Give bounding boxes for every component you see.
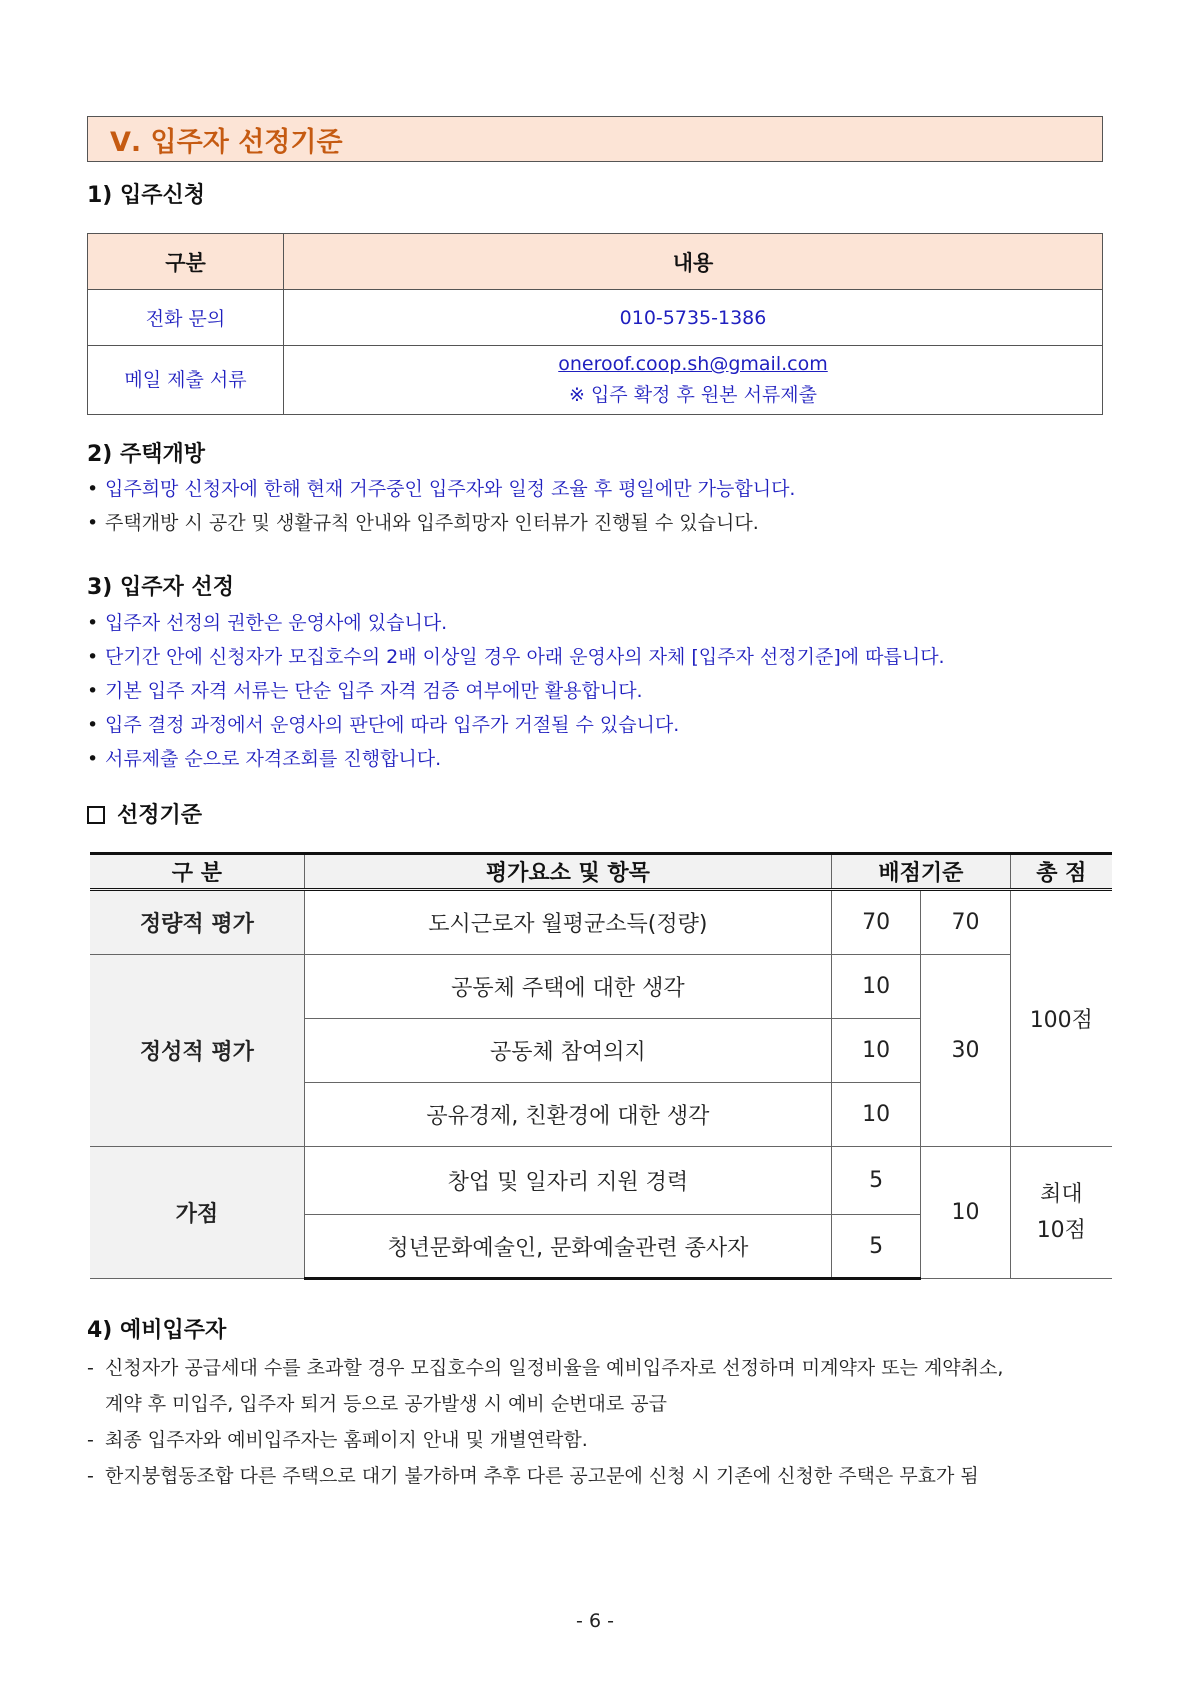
criteria-heading-text: 선정기준	[117, 803, 203, 828]
row-label-email: 메일 제출 서류	[88, 346, 284, 415]
reserve-list	[87, 1350, 1003, 1494]
list-item: • 서류제출 순으로 자격조회를 진행합니다.	[87, 742, 945, 776]
list-item: • 입주 결정 과정에서 운영사의 판단에 따라 입주가 거절될 수 있습니다.	[87, 708, 945, 742]
list-item-continued: 계약 후 미입주, 입주자 퇴거 등으로 공가발생 시 예비 순번대로 공급	[105, 1393, 667, 1415]
heading-house-tour: 2) 주택개방	[87, 442, 206, 467]
score-cell: 10	[832, 1083, 921, 1147]
total-bonus-line2: 10점	[1036, 1217, 1086, 1243]
score-cell: 70	[832, 890, 921, 955]
item-cell: 청년문화예술인, 문화예술관련 종사자	[304, 1215, 831, 1279]
email-cell	[284, 346, 1103, 415]
house-tour-list	[87, 472, 795, 540]
item-cell: 도시근로자 월평균소득(정량)	[304, 890, 831, 955]
list-item: • 단기간 안에 신청자가 모집호수의 2배 이상일 경우 아래 운영사의 자체 [입주자 선정기준]에 따릅니다.	[87, 640, 945, 674]
total-bonus-line1: 최대	[1040, 1181, 1083, 1207]
heading-reserve: 4) 예비입주자	[87, 1318, 227, 1343]
item-cell: 공동체 참여의지	[304, 1019, 831, 1083]
col-header-content: 내용	[284, 234, 1103, 290]
category-bonus: 가점	[90, 1147, 304, 1279]
item-cell: 창업 및 일자리 지원 경력	[304, 1147, 831, 1215]
checkbox-square-icon	[87, 806, 105, 824]
col-header-total: 총 점	[1010, 854, 1112, 890]
score-cell: 10	[832, 1019, 921, 1083]
col-header-category: 구 분	[90, 854, 304, 890]
list-item: - 한지붕협동조합 다른 주택으로 대기 불가하며 추후 다른 공고문에 신청 시 기존에 신청한 주택은 무효가 됨	[87, 1458, 1003, 1494]
score-cell: 5	[832, 1215, 921, 1279]
list-item: • 입주자 선정의 권한은 운영사에 있습니다.	[87, 606, 945, 640]
col-header-score: 배점기준	[832, 854, 1011, 890]
heading-criteria	[87, 798, 202, 829]
col-header-item: 평가요소 및 항목	[304, 854, 831, 890]
list-item: • 기본 입주 자격 서류는 단순 입주 자격 검증 여부에만 활용합니다.	[87, 674, 945, 708]
row-label-phone: 전화 문의	[88, 290, 284, 346]
page-number: - 6 -	[576, 1610, 614, 1632]
heading-application: 1) 입주신청	[87, 183, 206, 208]
subtotal-cell: 10	[921, 1147, 1010, 1279]
col-header-category: 구분	[88, 234, 284, 290]
total-main: 100점	[1010, 890, 1112, 1147]
total-bonus	[1010, 1147, 1112, 1279]
list-item: - 최종 입주자와 예비입주자는 홈페이지 안내 및 개별연락함.	[87, 1422, 1003, 1458]
subtotal-cell: 70	[921, 890, 1010, 955]
phone-number: 010-5735-1386	[284, 290, 1103, 346]
item-cell: 공유경제, 친환경에 대한 생각	[304, 1083, 831, 1147]
heading-selection: 3) 입주자 선정	[87, 575, 234, 600]
list-item: - 신청자가 공급세대 수를 초과할 경우 모집호수의 일정비율을 예비입주자로 선정하며 미계약자 또는 계약취소,	[87, 1350, 1003, 1386]
email-link[interactable]: oneroof.coop.sh@gmail.com	[558, 353, 828, 375]
section-title: Ⅴ. 입주자 선정기준	[87, 116, 1103, 162]
category-qualitative: 정성적 평가	[90, 955, 304, 1147]
selection-list	[87, 606, 945, 776]
score-cell: 5	[832, 1147, 921, 1215]
category-quantitative: 정량적 평가	[90, 890, 304, 955]
item-cell: 공동체 주택에 대한 생각	[304, 955, 831, 1019]
application-table	[87, 233, 1103, 415]
subtotal-cell: 30	[921, 955, 1010, 1147]
document-note: ※ 입주 확정 후 원본 서류제출	[568, 384, 817, 406]
list-item: • 주택개방 시 공간 및 생활규칙 안내와 입주희망자 인터뷰가 진행될 수 있습니다.	[87, 506, 795, 540]
list-item: • 입주희망 신청자에 한해 현재 거주중인 입주자와 일정 조율 후 평일에만 가능합니다.	[87, 472, 795, 506]
criteria-table	[90, 852, 1112, 1280]
score-cell: 10	[832, 955, 921, 1019]
